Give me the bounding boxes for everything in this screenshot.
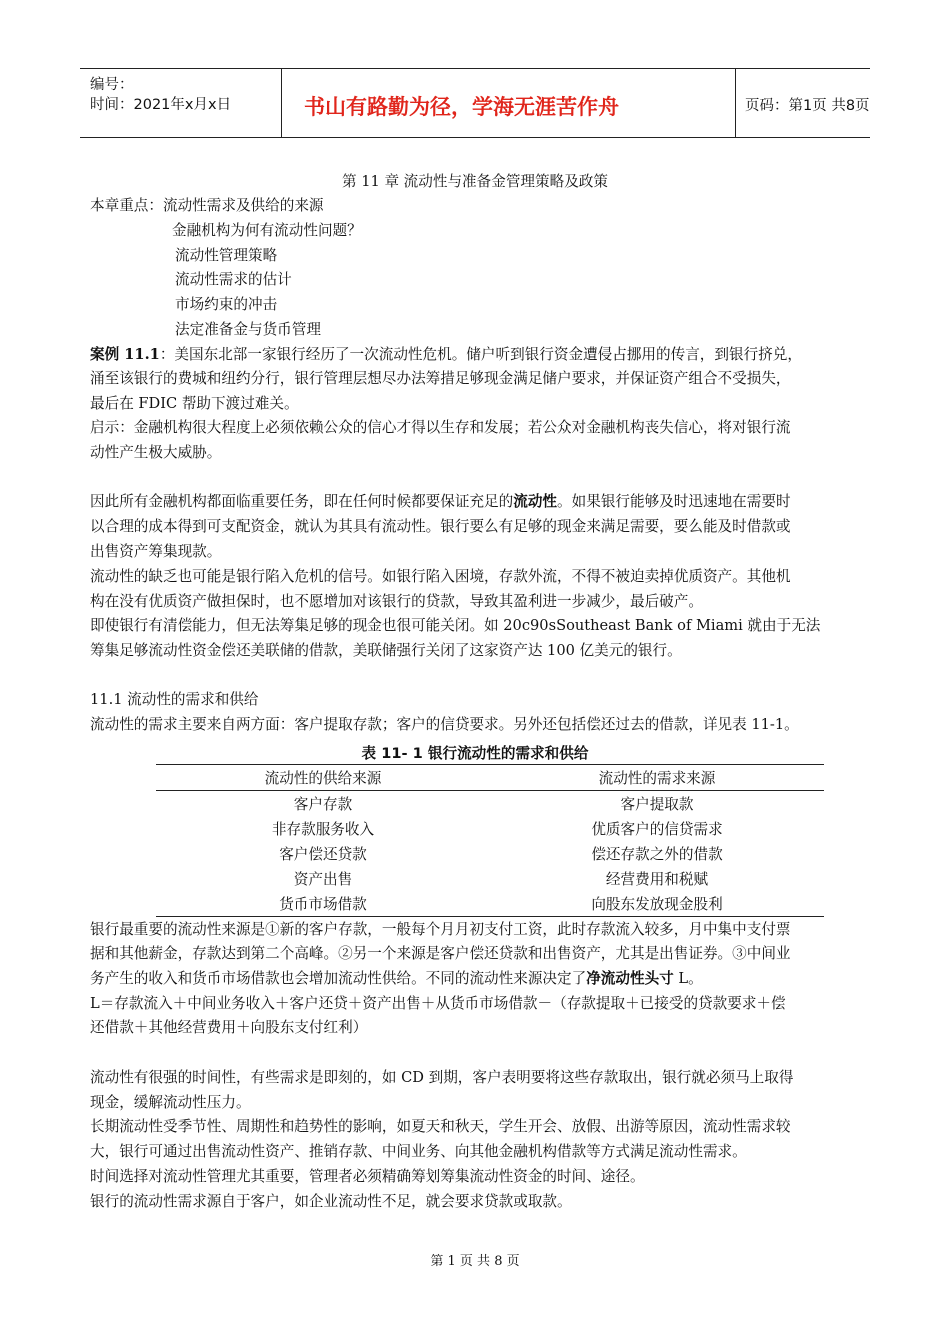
table-header-cell: 流动性的供给来源: [156, 765, 490, 791]
page-footer: 第 1 页 共 8 页: [430, 1254, 520, 1269]
case-text: 涌至该银行的费城和纽约分行，银行管理层想尽办法筹措足够现金满足储户要求，并保证资产组合不受损失，: [90, 370, 791, 387]
table-header-cell: 流动性的需求来源: [490, 765, 824, 791]
table-row: [156, 791, 824, 817]
header-meta: [80, 69, 280, 137]
para4-line: [90, 967, 870, 992]
para-text: 长期流动性受季节性、周期性和趋势性的影响，如夏天和秋天，学生开会、放假、出游等原因，流动性需求较: [90, 1118, 791, 1135]
page-header: [80, 68, 870, 138]
focus-item: 流动性需求的估计: [175, 271, 292, 288]
table-cell: 偿还存款之外的借款: [591, 846, 723, 863]
table-row: [156, 841, 824, 866]
para-text: 现金，缓解流动性压力。: [90, 1094, 251, 1111]
para1-line: [90, 490, 870, 515]
header-motto-cell: [281, 69, 736, 137]
table-cell: 客户提取款: [620, 796, 694, 813]
para-text: 据和其他薪金，存款达到第二个高峰。②另一个来源是客户偿还贷款和出售资产，尤其是出售证券。③中间业: [90, 945, 791, 962]
focus-item: 流动性管理策略: [175, 247, 278, 264]
focus-line: [90, 194, 870, 219]
para-text: 银行最重要的流动性来源是①新的客户存款，一般每个月月初支付工资，此时存款流入较多，月中集中支付票: [90, 921, 791, 938]
table-row: [156, 816, 824, 841]
focus-label: 本章重点：: [90, 197, 163, 214]
table-row: [156, 891, 824, 917]
focus-item: 法定准备金与货币管理: [175, 321, 321, 338]
bold-term: 流动性: [513, 493, 558, 510]
table-cell: 客户偿还贷款: [279, 846, 367, 863]
bold-term: 净流动性头寸: [586, 970, 674, 987]
para-text: 出售资产筹集现款。: [90, 543, 222, 560]
table-header-row: [156, 765, 824, 791]
table-cell: 经营费用和税赋: [605, 871, 709, 888]
table-row: [156, 866, 824, 891]
chapter-title: 第 11 章 流动性与准备金管理策略及政策: [342, 173, 608, 190]
insight-text: 动性产生极大威胁。: [90, 444, 222, 461]
table-cell: 优质客户的信贷需求: [591, 821, 723, 838]
liquidity-table: [156, 764, 824, 917]
case-label: 案例 11.1: [90, 346, 160, 363]
table-cell: 货币市场借款: [156, 891, 490, 917]
case-text: ：美国东北部一家银行经历了一次流动性危机。储户听到银行资金遭侵占挪用的传言，到银行挤兑，: [159, 346, 802, 363]
time-label: 时间：2021年x月x日: [90, 97, 232, 113]
table-cell: 向股东发放现金股利: [490, 891, 824, 917]
case-line: [90, 343, 870, 368]
para-text: 。如果银行能够及时迅速地在需要时: [557, 493, 791, 510]
table-title: 表 11- 1 银行流动性的需求和供给: [361, 745, 589, 762]
para-text: L。: [673, 970, 703, 987]
header-page-label: 页码：第1页 共8页: [745, 98, 870, 114]
focus-item: 市场约束的冲击: [175, 296, 278, 313]
para-text: 银行的流动性需求源自于客户，如企业流动性不足，就会要求贷款或取款。: [90, 1193, 572, 1210]
para-text: 以合理的成本得到可支配资金，就认为其具有流动性。银行要么有足够的现金来满足需要，要么能及时借款或: [90, 518, 791, 535]
case-text: 最后在 FDIC 帮助下渡过难关。: [90, 395, 299, 412]
para-text: 流动性有很强的时间性，有些需求是即刻的，如 CD 到期，客户表明要将这些存款取出，银行就必须马上取得: [90, 1069, 794, 1086]
section-intro: 流动性的需求主要来自两方面：客户提取存款；客户的信贷要求。另外还包括偿还过去的借款，详见表 11-1。: [90, 716, 799, 733]
para-text: 因此所有金融机构都面临重要任务，即在任何时候都要保证充足的: [90, 493, 514, 510]
para-text: 务产生的收入和货币市场借款也会增加流动性供给。不同的流动性来源决定了: [90, 970, 587, 987]
insight-text: 启示：金融机构很大程度上必须依赖公众的信心才得以生存和发展；若公众对金融机构丧失信心，将对银行流: [90, 419, 791, 436]
header-motto: 书山有路勤为径，学海无涯苦作舟: [304, 95, 619, 119]
table-cell: 资产出售: [293, 871, 353, 888]
formula-text: L＝存款流入＋中间业务收入＋客户还贷＋资产出售＋从货币市场借款－（存款提取＋已接受的贷款要求＋偿: [90, 995, 786, 1012]
para-text: 时间选择对流动性管理尤其重要，管理者必须精确筹划筹集流动性资金的时间、途径。: [90, 1168, 645, 1185]
para-text: 流动性的缺乏也可能是银行陷入危机的信号。如银行陷入困境，存款外流，不得不被迫卖掉优质资产。其他机: [90, 568, 791, 585]
section-title: 11.1 流动性的需求和供给: [90, 691, 259, 708]
number-label: 编号：: [90, 77, 134, 93]
para-text: 筹集足够流动性资金偿还美联储的借款，美联储强行关闭了这家资产达 100 亿美元的银行。: [90, 642, 682, 659]
table-cell: 非存款服务收入: [271, 821, 375, 838]
para-text: 构在没有优质资产做担保时，也不愿增加对该银行的贷款，导致其盈利进一步减少，最后破产。: [90, 593, 703, 610]
formula-text: 还借款＋其他经营费用＋向股东支付红利）: [90, 1019, 368, 1036]
para-text: 即使银行有清偿能力，但无法筹集足够的现金也很可能关闭。如 20c90sSoutheast Bank of Miami 就由于无法: [90, 617, 821, 634]
table-cell: 客户存款: [293, 796, 353, 813]
focus-item: 流动性需求及供给的来源: [162, 197, 324, 214]
para-text: 大，银行可通过出售流动性资产、推销存款、中间业务、向其他金融机构借款等方式满足流动性需求。: [90, 1143, 747, 1160]
focus-item: 金融机构为何有流动性问题？: [172, 222, 362, 239]
